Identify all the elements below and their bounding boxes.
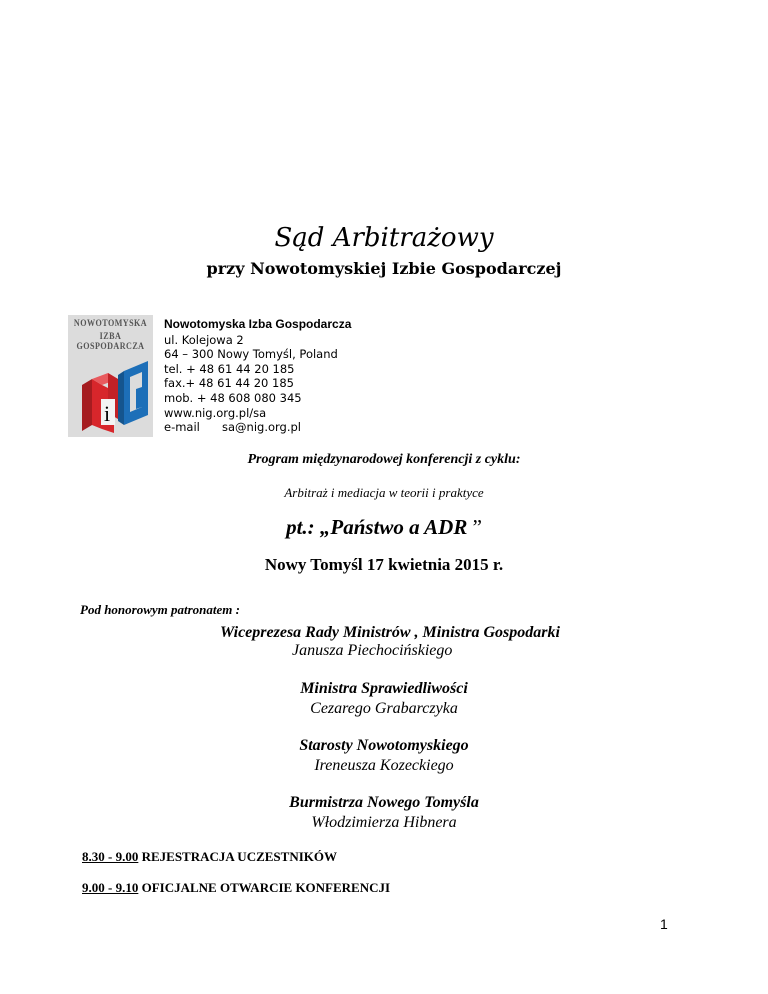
- agenda-item: [82, 849, 337, 865]
- contact-city: 64 – 300 Nowy Tomyśl, Poland: [164, 347, 338, 362]
- program-intro: Program międzynarodowej konferencji z cyklu:: [247, 452, 521, 467]
- logo-text-line2: IZBA GOSPODARCZA: [76, 331, 145, 351]
- nig-logo: [68, 315, 153, 437]
- contact-email-row: [164, 420, 351, 435]
- nig-emblem-icon: [68, 315, 153, 437]
- program-topic-text: pt.: „Państwo a ADR: [286, 515, 468, 539]
- contact-fax: fax.+ 48 61 44 20 185: [164, 376, 294, 391]
- patron-title: Burmistrza Nowego Tomyśla: [289, 794, 479, 811]
- agenda-text: REJESTRACJA UCZESTNIKÓW: [138, 849, 337, 864]
- contact-org: Nowotomyska Izba Gospodarcza: [164, 317, 352, 331]
- contact-email-label: e-mail: [164, 420, 200, 435]
- contact-mob: mob. + 48 608 080 345: [164, 390, 302, 405]
- patron-name: Janusza Piechocińskiego: [292, 642, 453, 659]
- program-cycle: Arbitraż i mediacja w teorii i praktyce: [284, 485, 484, 500]
- contact-www[interactable]: www.nig.org.pl/sa: [164, 405, 267, 420]
- agenda-time: 8.30 - 9.00: [82, 849, 139, 864]
- document-title: Sąd Arbitrażowy: [274, 223, 494, 253]
- patron-name: Ireneusza Kozeckiego: [314, 757, 454, 774]
- contact-street: ul. Kolejowa 2: [164, 332, 244, 347]
- program-topic: [0, 515, 768, 540]
- contact-email[interactable]: sa@nig.org.pl: [222, 420, 301, 435]
- document-subtitle: przy Nowotomyskiej Izbie Gospodarczej: [206, 259, 562, 278]
- agenda-text: OFICJALNE OTWARCIE KONFERENCJI: [138, 880, 391, 895]
- patron-name: Cezarego Grabarczyka: [310, 700, 458, 717]
- patronage-label: Pod honorowym patronatem :: [80, 602, 240, 617]
- patron-title: Ministra Sprawiedliwości: [300, 680, 468, 697]
- page-number: 1: [660, 916, 668, 932]
- logo-text-line1: NOWOTOMYSKA: [73, 318, 148, 328]
- patron-title: Starosty Nowotomyskiego: [299, 737, 469, 754]
- patron-name: Włodzimierza Hibnera: [311, 814, 457, 831]
- program-topic-close: ”: [467, 515, 482, 539]
- contact-block: [164, 317, 351, 435]
- agenda-time: 9.00 - 9.10: [82, 880, 139, 895]
- agenda-item: [82, 880, 390, 896]
- conference-date: Nowy Tomyśl 17 kwietnia 2015 r.: [264, 555, 504, 574]
- logo-mark-letter: i: [104, 401, 111, 426]
- contact-tel: tel. + 48 61 44 20 185: [164, 361, 295, 376]
- patron-title: Wiceprezesa Rady Ministrów , Ministra Gospodarki: [220, 624, 560, 641]
